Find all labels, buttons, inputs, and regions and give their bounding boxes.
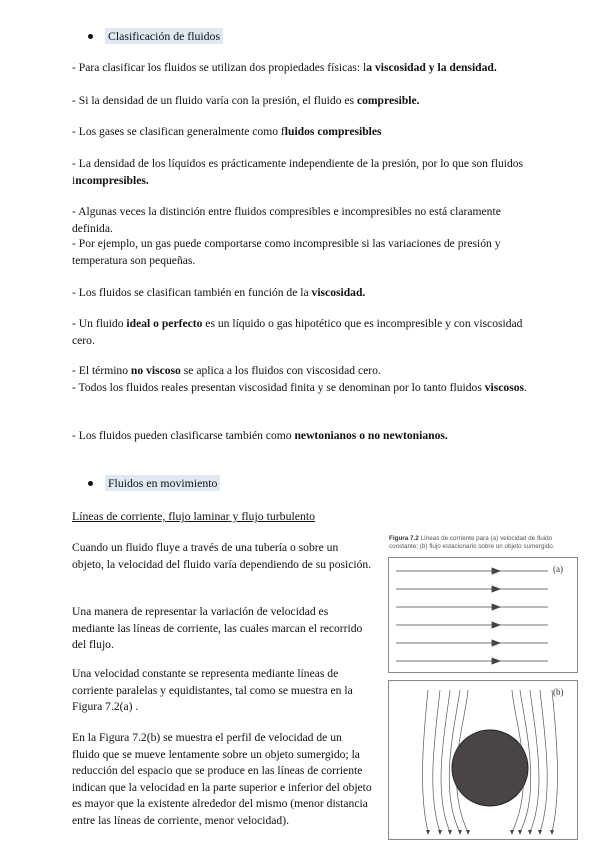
paragraph-7: - Los fluidos se clasifican también en función de la viscosidad. (72, 286, 366, 299)
bullet-icon (88, 481, 93, 486)
figure-b-label: (b) (553, 687, 564, 697)
paragraph-2: - Si la densidad de un fluido varía con la presión, el fluido es compresible. (72, 94, 420, 107)
paragraph-10: - Todos los fluidos reales presentan viscosidad finita y se denominan por lo tanto fluidos viscosos. (72, 381, 527, 394)
paragraph-6: - Por ejemplo, un gas puede comportarse como incompresible si las variaciones de presión y temperatura son pequeñas. (72, 237, 501, 267)
figure-caption: Figura 7.2 Líneas de corriente para (a) velocidad de fluido constante; (b) flujo estacionario sobre un objeto sumergido. (389, 535, 555, 550)
column-paragraph-2: Una manera de representar la variación de velocidad es mediante las líneas de corriente, las cuales marcan el recorrido del flujo. (72, 605, 363, 651)
paragraph-5: - Algunas veces la distinción entre fluidos compresibles e incompresibles no está claramente definida. (72, 205, 501, 235)
paragraph-1: - Para clasificar los fluidos se utilizan dos propiedades físicas: la viscosidad y la densidad. (72, 61, 497, 74)
section-heading-clasificacion: Clasificación de fluidos (88, 28, 223, 44)
figure-a-label: (a) (553, 564, 563, 574)
figure-b-flow-around-object (388, 680, 578, 840)
section-heading-movimiento: Fluidos en movimiento (88, 475, 220, 491)
column-paragraph-4: En la Figura 7.2(b) se muestra el perfil de velocidad de un fluido que se mueve lentamente sobre un objeto sumergido; la reducción del espacio que se produce en las líneas de corriente indican que la velocidad en la parte superior e inferior del objeto es mayor que la existente alrededor del mismo (menor distancia entre las líneas de corriente, menor velocidad). (72, 731, 372, 827)
paragraph-3: - Los gases se clasifican generalmente como fluidos compresibles (72, 125, 382, 138)
submerged-object (452, 730, 528, 806)
figure-a-parallel-streamlines (388, 557, 578, 673)
paragraph-11: - Los fluidos pueden clasificarse también como newtonianos o no newtonianos. (72, 429, 448, 442)
subheading-lineas-corriente: Líneas de corriente, flujo laminar y flujo turbulento (72, 509, 316, 523)
paragraph-8: - Un fluido ideal o perfecto es un líquido o gas hipotético que es incompresible y con viscosidad cero. (72, 317, 523, 347)
column-paragraph-1: Cuando un fluido fluye a través de una tubería o sobre un objeto, la velocidad del fluido varía dependiendo de su posición. (72, 541, 372, 571)
paragraph-9: - El término no viscoso se aplica a los fluidos con viscosidad cero. (72, 364, 381, 377)
bullet-icon (88, 34, 93, 39)
column-paragraph-3: Una velocidad constante se representa mediante líneas de corriente paralelas y equidistantes, tal como se muestra en la Figura 7.2(a) . (72, 667, 353, 713)
paragraph-4: - La densidad de los líquidos es prácticamente independiente de la presión, por lo que son fluidos incompresibles. (72, 157, 524, 187)
figure-a-frame (389, 558, 578, 673)
